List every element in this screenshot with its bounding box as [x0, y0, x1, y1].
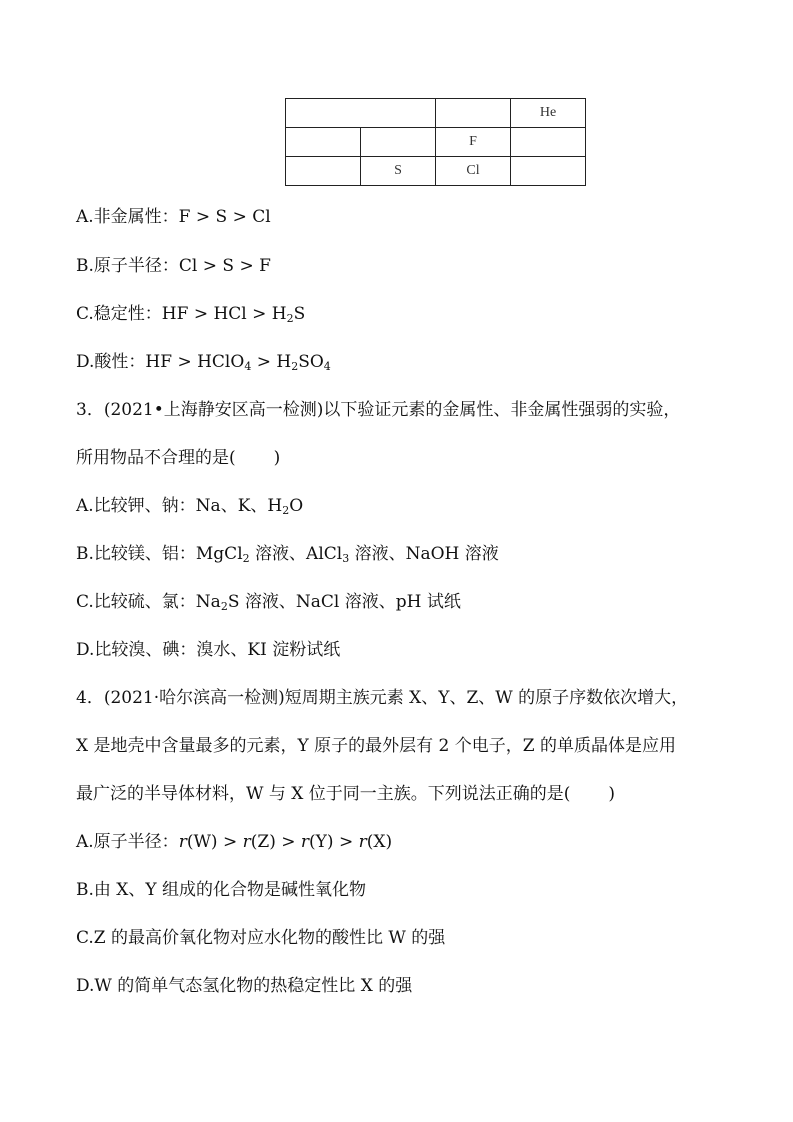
table-cell-cl: Cl [436, 157, 511, 186]
table-cell-empty [286, 99, 436, 128]
q4-stem-line1: 4．(2021·哈尔滨高一检测)短周期主族元素 X、Y、Z、W 的原子序数依次增大， [76, 688, 689, 708]
table-cell-empty [436, 99, 511, 128]
q4-option-b: B.由 X、Y 组成的化合物是碱性氧化物 [76, 880, 367, 900]
table-cell-he: He [511, 99, 586, 128]
q4-option-c: C.Z 的最高价氧化物对应水化物的酸性比 W 的强 [76, 928, 446, 948]
periodic-table-fragment [285, 98, 586, 186]
q2-option-b: B.原子半径：Cl > S > F [76, 256, 271, 276]
table-cell-empty [286, 157, 361, 186]
q3-option-a: A.比较钾、钠：Na、K、$H_2O$ [76, 496, 304, 517]
q3-option-c: C.比较硫、氯：$Na_2S$ 溶液、NaCl 溶液、pH 试纸 [76, 592, 461, 613]
q3-option-b: B.比较镁、铝：MgCl$_2$ 溶液、AlCl$_3$ 溶液、NaOH 溶液 [76, 544, 499, 565]
table-cell-s: S [361, 157, 436, 186]
q4-option-d: D.W 的简单气态氢化物的热稳定性比 X 的强 [76, 976, 413, 996]
table-cell-empty [286, 128, 361, 157]
table-cell-f: F [436, 128, 511, 157]
q4-option-a: A.原子半径：r(W) > r(Z) > r(Y) > r(X) [76, 832, 393, 852]
q4-stem-line2: X 是地壳中含量最多的元素，Y 原子的最外层有 2 个电子，Z 的单质晶体是应用 [76, 736, 676, 756]
q3-stem-line1: 3．(2021•上海静安区高一检测)以下验证元素的金属性、非金属性强弱的实验， [76, 400, 681, 420]
q4-stem-line3: 最广泛的半导体材料，W 与 X 位于同一主族。下列说法正确的是( ) [76, 784, 616, 804]
q3-stem-line2: 所用物品不合理的是( ) [76, 448, 281, 468]
table-cell-empty [511, 128, 586, 157]
table-cell-empty [511, 157, 586, 186]
table-cell-empty [361, 128, 436, 157]
q3-option-d: D.比较溴、碘：溴水、KI 淀粉试纸 [76, 640, 341, 660]
q2-option-a: A.非金属性：F > S > Cl [76, 207, 271, 227]
q2-option-d: D.酸性：HF > HClO$_4$ > $H_2SO_4$ [76, 352, 331, 373]
q2-option-c: C.稳定性：HF > HCl > $H_2S$ [76, 304, 306, 325]
